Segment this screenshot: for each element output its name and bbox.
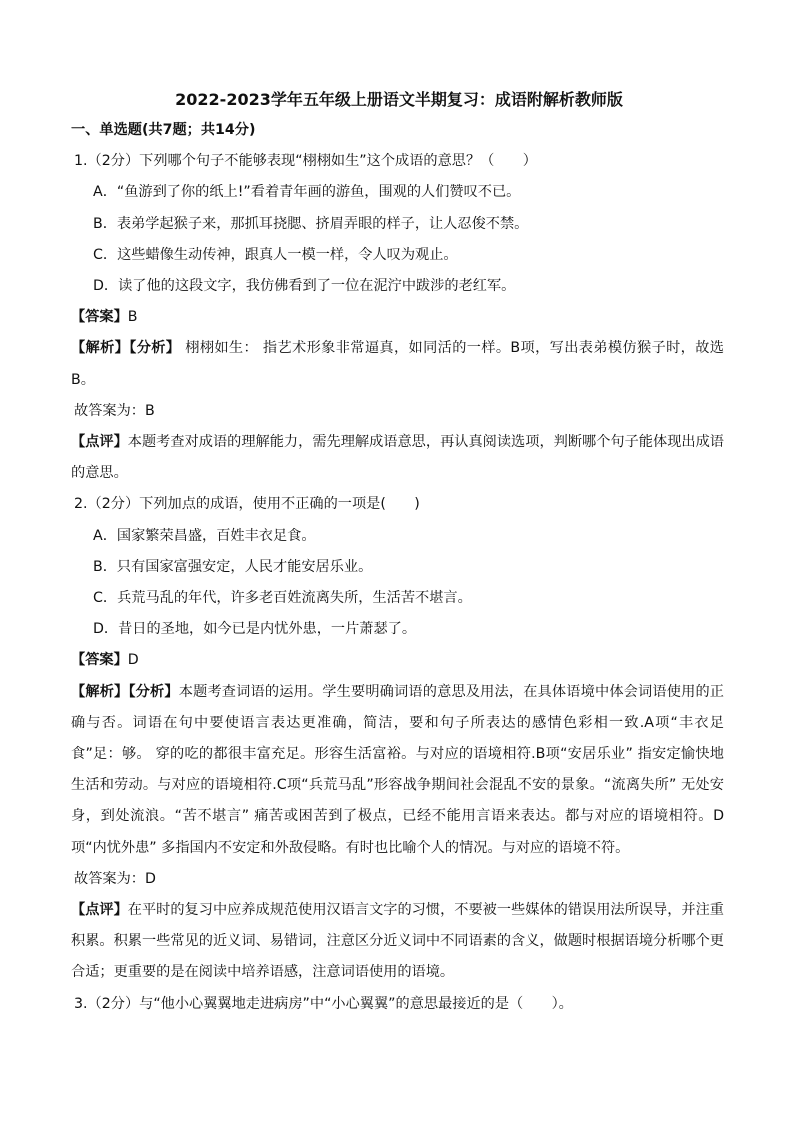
question-1-stem: 1.（2分）下列哪个句子不能够表现“栩栩如生”这个成语的意思？（ ）	[74, 153, 537, 170]
question-3	[74, 989, 724, 1020]
comment-text: 本题考查对成语的理解能力，需先理解成语意思，再认真阅读选项，判断哪个句子能体现出成语的意思。	[71, 434, 724, 482]
comment-tag: 【点评】	[71, 902, 128, 919]
question-2-option-b: B．只有国家富强安定，人民才能安居乐业。	[93, 558, 373, 575]
comment-tag: 【点评】	[71, 434, 128, 451]
question-1	[71, 146, 724, 489]
question-2-comment	[71, 895, 724, 989]
question-1-option-b: B．表弟学起猴子来，那抓耳挠腮、挤眉弄眼的样子，让人忍俊不禁。	[93, 215, 529, 232]
answer-value: B	[127, 309, 138, 326]
answer-value: D	[127, 652, 139, 669]
question-2-option-a: A．国家繁荣昌盛，百姓丰衣足食。	[93, 527, 316, 544]
question-1-analysis	[71, 333, 724, 395]
question-2-analysis	[71, 677, 724, 864]
question-2	[71, 489, 724, 988]
question-2-stem: 2.（2分）下列加点的成语，使用不正确的一项是( )	[74, 496, 420, 513]
question-2-answer	[71, 645, 724, 676]
question-1-option-c: C．这些蜡像生动传神，跟真人一模一样，令人叹为观止。	[93, 246, 458, 263]
question-2-final-answer: 故答案为：D	[74, 870, 156, 887]
document-title: 2022-2023学年五年级上册语文半期复习：成语附解析教师版	[175, 90, 623, 109]
section-heading: 一、单选题(共7题；共14分)	[71, 122, 256, 138]
analysis-text: 本题考查词语的运用。学生要明确词语的意思及用法，在具体语境中体会词语使用的正确与否。词语在句中要使语言表达更准确，简洁，要和句子所表达的感情色彩相一致.A项“丰衣足食”足：够。 穿的吃的都很丰富充足。形容生活富裕。与对应的语境相符.B项“安居乐业” 指安定愉快地生活和劳动。与对应的语境相符.C项“兵荒马乱”形容战争期间社会混乱不安的景象。“流离失所” 无处安身，到处流浪。“苦不堪言” 痛苦或困苦到了极点，已经不能用言语来表达。都与对应的语境相符。D项“内忧外患” 多指国内不安定和外敌侵略。有时也比喻个人的情况。与对应的语境不符。	[71, 683, 724, 856]
question-2-option-d: D．昔日的圣地，如今已是内忧外患，一片萧瑟了。	[93, 621, 417, 638]
document-content	[71, 84, 724, 1020]
question-3-stem: 3.（2分）与“他小心翼翼地走进病房”中“小心翼翼”的意思最接近的是（ ）。	[74, 995, 573, 1012]
question-1-option-d: D．读了他的这段文字，我仿佛看到了一位在泥泞中跋涉的老红军。	[93, 278, 516, 295]
question-1-answer	[71, 302, 724, 333]
question-1-option-a: A．“鱼游到了你的纸上!”看着青年画的游鱼，围观的人们赞叹不已。	[93, 184, 521, 201]
analysis-tag: 【解析】【分析】	[71, 340, 181, 357]
question-1-final-answer: 故答案为：B	[74, 402, 155, 419]
question-1-comment	[71, 427, 724, 489]
answer-tag: 【答案】	[71, 652, 128, 669]
analysis-text: 栩栩如生： 指艺术形象非常逼真，如同活的一样。B项，写出表弟模仿猴子时，故选B。	[71, 340, 724, 388]
question-2-option-c: C．兵荒马乱的年代，许多老百姓流离失所，生活苦不堪言。	[93, 590, 472, 607]
analysis-tag: 【解析】【分析】	[71, 683, 179, 700]
comment-text: 在平时的复习中应养成规范使用汉语言文字的习惯，不要被一些媒体的错误用法所误导，并注重积累。积累一些常见的近义词、易错词，注意区分近义词中不同语素的含义，做题时根据语境分析哪个更合适；更重要的是在阅读中培养语感，注意词语使用的语境。	[71, 902, 724, 981]
answer-tag: 【答案】	[71, 309, 128, 326]
